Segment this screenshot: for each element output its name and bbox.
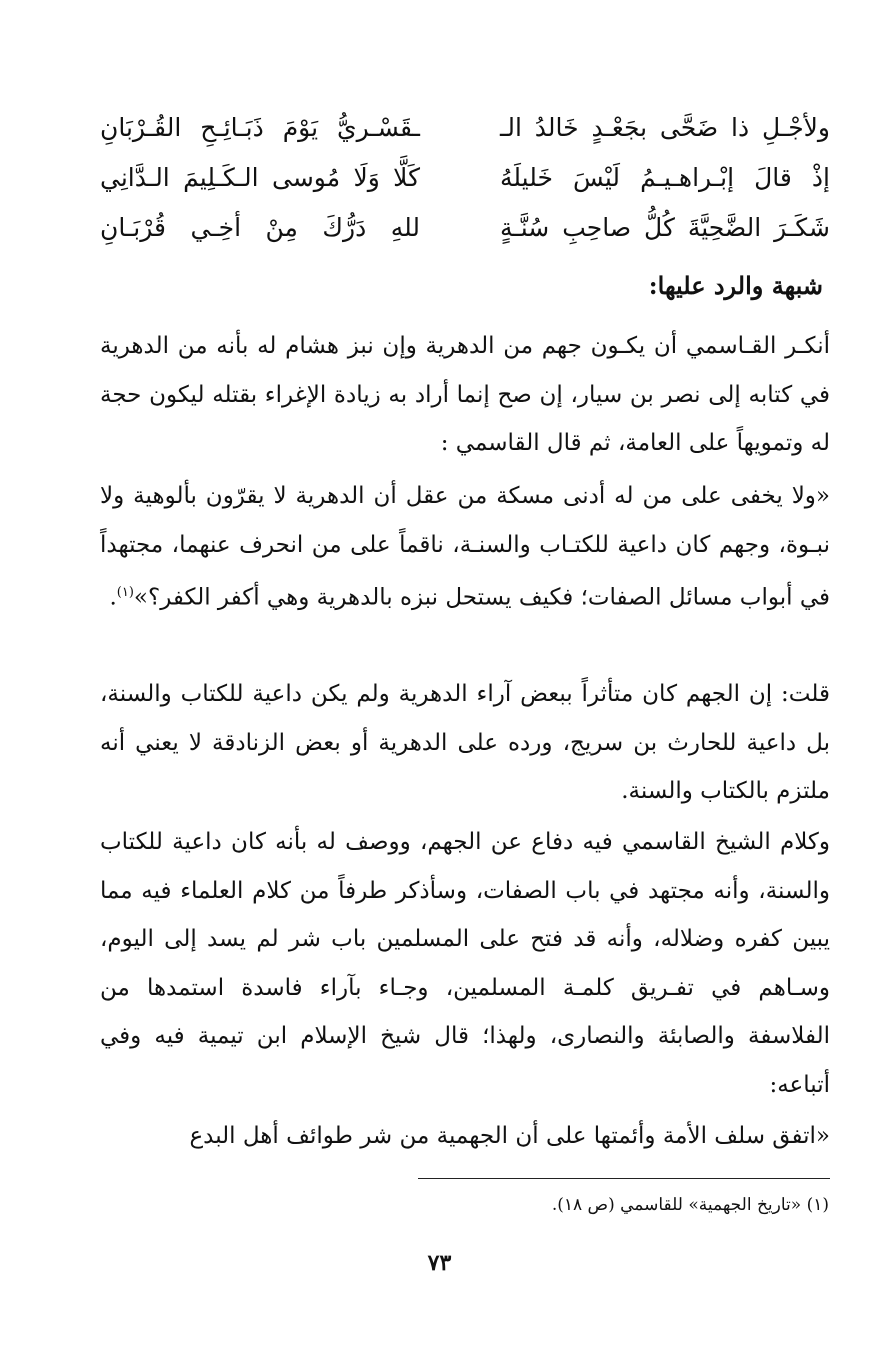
quote-text: «ولا يخفى على من له أدنى مسكة من عقل أن الدهرية لا يقرّون بألوهية ولا نبـوة، وجهم كان داعية للكتـاب والسنـة، ناقماً على من انحرف عنهما، مجتهداً في أبواب مسائل الصفات؛ فكيف يستحل نبزه بالدهرية وهي أكفر الكفر؟»: [100, 483, 830, 611]
verse-second-hemistich: ـقَسْـريُّ يَوْمَ ذَبَـائِـحِ القُـرْبَانِ: [100, 113, 420, 142]
verse-first-hemistich: إذْ قالَ إبْـراهـيـمُ لَيْسَ خَليلَهُ: [500, 163, 830, 192]
quote-paragraph: «اتفق سلف الأمة وأئمتها على أن الجهمية من شر طوائف أهل البدع: [189, 1123, 830, 1149]
verse-first-hemistich: ولأجْـلِ ذا ضَحَّى بجَعْـدٍ خَالدُ الـ: [500, 113, 830, 142]
page-number: ٧٣: [427, 1250, 452, 1276]
paragraph: وكلام الشيخ القاسمي فيه دفاع عن الجهم، ووصف له بأنه كان داعية للكتاب والسنة، وأنه مجتهد في باب الصفات، وسأذكر طرفاً من كلام العلماء فيه مما يبين كفره وضلاله، وأنه قد فتح على المسلمين باب شر لم يسد إلى اليوم، وسـاهم في تفـريق كلمـة المسلمين، وجـاء بآراء فاسدة استمدها من الفلاسفة والصابئة والنصارى، ولهذا؛ قال شيخ الإسلام ابن تيمية فيه وفي أتباعه:: [100, 829, 830, 1098]
footnote-divider: [418, 1178, 830, 1179]
verse-line: [100, 108, 830, 158]
verse-second-hemistich: كَلَّا وَلَا مُوسى الـكَـلِيمَ الـدَّانِي: [100, 163, 420, 192]
paragraph: أنكـر القـاسمي أن يكـون جهم من الدهرية وإن نبز هشام له بأنه من الدهرية في كتابه إلى نصر بن سيار، إن صح إنما أراد به زيادة الإغراء بقتله ليكون حجة له وتمويهاً على العامة، ثم قال القاسمي :: [100, 333, 830, 456]
poem-verses: [100, 108, 830, 258]
quote-paragraph: «ولا يخفى على من له أدنى مسكة من عقل أن الدهرية لا يقرّون بألوهية ولا نبـوة، وجهم كان داعية للكتـاب والسنـة، ناقماً على من انحرف عنهما، مجتهداً في أبواب مسائل الصفات؛ فكيف يستحل نبزه بالدهرية وهي أكفر الكفر؟»$^{(١)}$.: [100, 483, 830, 611]
footnote-marker: (١): [116, 585, 134, 600]
footnote: (١) «تاريخ الجهمية» للقاسمي (ص ١٨).: [551, 1195, 829, 1215]
verse-first-hemistich: شَكَـرَ الضَّحِيَّةَ كُلُّ صاحِبِ سُنَّـةٍ: [500, 213, 830, 242]
paragraph: قلت: إن الجهم كان متأثراً ببعض آراء الدهرية ولم يكن داعية للكتاب والسنة، بل داعية للحارث بن سريج، ورده على الدهرية أو بعض الزنادقة لا يعني أنه ملتزم بالكتاب والسنة.: [100, 681, 830, 804]
verse-second-hemistich: للهِ دَرُّكَ مِنْ أخِـي قُرْبَـانِ: [100, 213, 420, 242]
section-heading: شبهة والرد عليها:: [648, 271, 823, 300]
verse-line: [100, 208, 830, 258]
verse-line: [100, 158, 830, 208]
